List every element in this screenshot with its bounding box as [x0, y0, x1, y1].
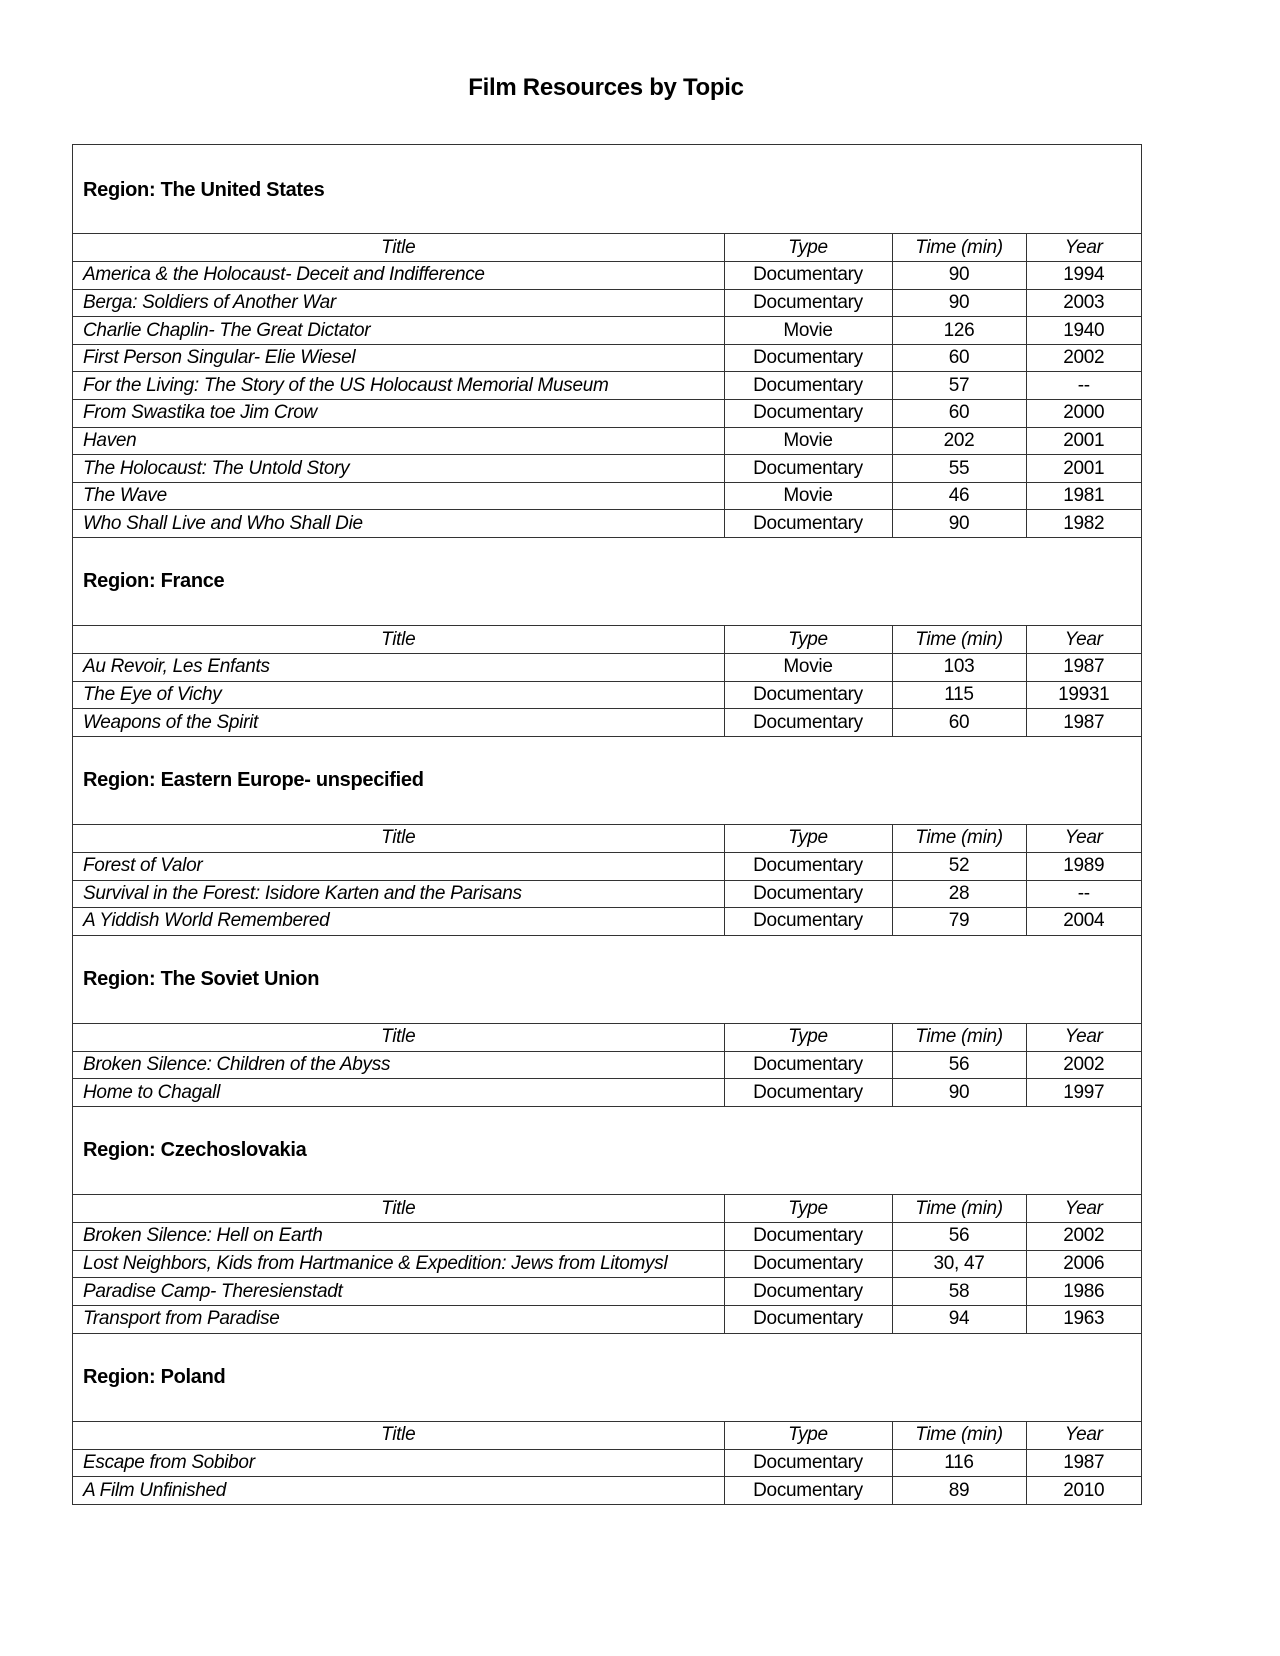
table-row: [73, 372, 1141, 400]
column-header-title: Title: [73, 825, 724, 853]
film-title: The Holocaust: The Untold Story: [73, 455, 724, 483]
film-type: Documentary: [724, 1051, 892, 1079]
table-row: [73, 1278, 1141, 1306]
column-header-type: Type: [724, 1024, 892, 1052]
table-row: [73, 317, 1141, 345]
film-year: 2003: [1026, 289, 1141, 317]
column-header-row: [73, 1422, 1141, 1450]
film-title: Transport from Paradise: [73, 1305, 724, 1333]
column-header-title: Title: [73, 1422, 724, 1450]
film-year: 1994: [1026, 262, 1141, 290]
film-type: Documentary: [724, 1477, 892, 1505]
film-type: Movie: [724, 482, 892, 510]
film-time: 46: [892, 482, 1026, 510]
film-title: The Eye of Vichy: [73, 681, 724, 709]
region-table-united-states: [73, 234, 1141, 538]
film-year: 1997: [1026, 1079, 1141, 1107]
region-table-france: [73, 626, 1141, 737]
film-time: 60: [892, 344, 1026, 372]
column-header-type: Type: [724, 1195, 892, 1223]
column-header-row: [73, 1195, 1141, 1223]
table-row: [73, 1223, 1141, 1251]
film-title: Berga: Soldiers of Another War: [73, 289, 724, 317]
column-header-title: Title: [73, 234, 724, 262]
film-time: 28: [892, 880, 1026, 908]
film-time: 90: [892, 1079, 1026, 1107]
column-header-title: Title: [73, 1024, 724, 1052]
region-header-poland: [73, 1334, 1141, 1422]
film-type: Documentary: [724, 1449, 892, 1477]
table-row: [73, 482, 1141, 510]
film-time: 79: [892, 908, 1026, 936]
film-time: 89: [892, 1477, 1026, 1505]
film-title: Escape from Sobibor: [73, 1449, 724, 1477]
film-time: 55: [892, 455, 1026, 483]
film-year: 1989: [1026, 853, 1141, 881]
film-time: 58: [892, 1278, 1026, 1306]
film-time: 57: [892, 372, 1026, 400]
region-table-eastern-europe: [73, 825, 1141, 936]
film-year: 2002: [1026, 1051, 1141, 1079]
film-title: Who Shall Live and Who Shall Die: [73, 510, 724, 538]
film-year: 2010: [1026, 1477, 1141, 1505]
column-header-title: Title: [73, 626, 724, 654]
film-title: America & the Holocaust- Deceit and Indifference: [73, 262, 724, 290]
film-type: Documentary: [724, 1305, 892, 1333]
film-title: First Person Singular- Elie Wiesel: [73, 344, 724, 372]
film-type: Documentary: [724, 709, 892, 737]
table-row: [73, 1079, 1141, 1107]
film-title: Haven: [73, 427, 724, 455]
film-title: Au Revoir, Les Enfants: [73, 654, 724, 682]
table-row: [73, 880, 1141, 908]
region-header-eastern-europe: [73, 737, 1141, 825]
film-type: Documentary: [724, 262, 892, 290]
film-title: Forest of Valor: [73, 853, 724, 881]
table-row: [73, 455, 1141, 483]
table-row: [73, 344, 1141, 372]
column-header-year: Year: [1026, 626, 1141, 654]
film-type: Documentary: [724, 1278, 892, 1306]
film-time: 202: [892, 427, 1026, 455]
film-year: 1987: [1026, 654, 1141, 682]
film-type: Documentary: [724, 1223, 892, 1251]
column-header-type: Type: [724, 825, 892, 853]
table-row: [73, 1477, 1141, 1505]
region-header-soviet-union: [73, 936, 1141, 1024]
column-header-year: Year: [1026, 1024, 1141, 1052]
film-time: 30, 47: [892, 1250, 1026, 1278]
table-row: [73, 709, 1141, 737]
film-year: 2006: [1026, 1250, 1141, 1278]
column-header-time: Time (min): [892, 234, 1026, 262]
column-header-year: Year: [1026, 1195, 1141, 1223]
film-title: Broken Silence: Hell on Earth: [73, 1223, 724, 1251]
film-title: A Film Unfinished: [73, 1477, 724, 1505]
film-year: 2000: [1026, 400, 1141, 428]
film-year: 19931: [1026, 681, 1141, 709]
region-table-poland: [73, 1422, 1141, 1505]
film-time: 126: [892, 317, 1026, 345]
film-title: Weapons of the Spirit: [73, 709, 724, 737]
film-title: Survival in the Forest: Isidore Karten and the Parisans: [73, 880, 724, 908]
film-type: Movie: [724, 317, 892, 345]
film-time: 60: [892, 400, 1026, 428]
film-year: 1987: [1026, 1449, 1141, 1477]
table-row: [73, 262, 1141, 290]
film-year: 2001: [1026, 455, 1141, 483]
column-header-type: Type: [724, 234, 892, 262]
film-type: Documentary: [724, 372, 892, 400]
film-title: Broken Silence: Children of the Abyss: [73, 1051, 724, 1079]
film-time: 52: [892, 853, 1026, 881]
film-time: 103: [892, 654, 1026, 682]
film-type: Movie: [724, 654, 892, 682]
film-year: 1963: [1026, 1305, 1141, 1333]
table-row: [73, 1449, 1141, 1477]
film-type: Documentary: [724, 289, 892, 317]
film-time: 60: [892, 709, 1026, 737]
film-title: Charlie Chaplin- The Great Dictator: [73, 317, 724, 345]
column-header-title: Title: [73, 1195, 724, 1223]
film-title: The Wave: [73, 482, 724, 510]
region-header-france: [73, 538, 1141, 626]
column-header-time: Time (min): [892, 626, 1026, 654]
film-time: 90: [892, 510, 1026, 538]
film-title: From Swastika toe Jim Crow: [73, 400, 724, 428]
table-row: [73, 853, 1141, 881]
film-type: Documentary: [724, 1079, 892, 1107]
film-title: Home to Chagall: [73, 1079, 724, 1107]
column-header-type: Type: [724, 1422, 892, 1450]
table-row: [73, 427, 1141, 455]
table-row: [73, 1051, 1141, 1079]
film-year: 1986: [1026, 1278, 1141, 1306]
film-year: --: [1026, 372, 1141, 400]
column-header-time: Time (min): [892, 1195, 1026, 1223]
column-header-year: Year: [1026, 825, 1141, 853]
film-type: Documentary: [724, 510, 892, 538]
film-time: 116: [892, 1449, 1026, 1477]
region-table-czechoslovakia: [73, 1195, 1141, 1333]
region-label: Region: The Soviet Union: [83, 967, 320, 990]
film-type: Documentary: [724, 400, 892, 428]
table-row: [73, 1305, 1141, 1333]
table-row: [73, 289, 1141, 317]
region-header-united-states: [73, 145, 1141, 234]
film-year: 1940: [1026, 317, 1141, 345]
column-header-row: [73, 626, 1141, 654]
film-year: 1982: [1026, 510, 1141, 538]
film-type: Documentary: [724, 1250, 892, 1278]
film-title: For the Living: The Story of the US Holocaust Memorial Museum: [73, 372, 724, 400]
film-type: Movie: [724, 427, 892, 455]
film-title: A Yiddish World Remembered: [73, 908, 724, 936]
film-time: 90: [892, 289, 1026, 317]
column-header-time: Time (min): [892, 1422, 1026, 1450]
film-year: 2002: [1026, 344, 1141, 372]
film-type: Documentary: [724, 880, 892, 908]
film-time: 90: [892, 262, 1026, 290]
film-time: 115: [892, 681, 1026, 709]
column-header-row: [73, 825, 1141, 853]
region-label: Region: France: [83, 570, 225, 593]
table-row: [73, 1250, 1141, 1278]
film-type: Documentary: [724, 853, 892, 881]
region-label: Region: Eastern Europe- unspecified: [83, 768, 424, 791]
table-row: [73, 681, 1141, 709]
column-header-type: Type: [724, 626, 892, 654]
column-header-year: Year: [1026, 1422, 1141, 1450]
film-year: 1987: [1026, 709, 1141, 737]
column-header-row: [73, 234, 1141, 262]
film-type: Documentary: [724, 681, 892, 709]
film-year: --: [1026, 880, 1141, 908]
film-time: 94: [892, 1305, 1026, 1333]
film-title: Lost Neighbors, Kids from Hartmanice & Expedition: Jews from Litomysl: [73, 1250, 724, 1278]
film-resources-table: [72, 144, 1142, 1505]
table-row: [73, 510, 1141, 538]
film-year: 2004: [1026, 908, 1141, 936]
region-label: Region: Czechoslovakia: [83, 1139, 307, 1162]
column-header-year: Year: [1026, 234, 1141, 262]
film-type: Documentary: [724, 344, 892, 372]
region-table-soviet-union: [73, 1024, 1141, 1107]
region-label: Region: Poland: [83, 1365, 226, 1388]
film-year: 2002: [1026, 1223, 1141, 1251]
region-header-czechoslovakia: [73, 1107, 1141, 1195]
column-header-time: Time (min): [892, 1024, 1026, 1052]
region-label: Region: The United States: [83, 179, 325, 201]
film-year: 1981: [1026, 482, 1141, 510]
film-type: Documentary: [724, 455, 892, 483]
film-title: Paradise Camp- Theresienstadt: [73, 1278, 724, 1306]
table-row: [73, 654, 1141, 682]
column-header-row: [73, 1024, 1141, 1052]
page-title: Film Resources by Topic: [468, 74, 744, 101]
column-header-time: Time (min): [892, 825, 1026, 853]
film-type: Documentary: [724, 908, 892, 936]
table-row: [73, 908, 1141, 936]
film-time: 56: [892, 1051, 1026, 1079]
film-year: 2001: [1026, 427, 1141, 455]
film-time: 56: [892, 1223, 1026, 1251]
table-row: [73, 400, 1141, 428]
